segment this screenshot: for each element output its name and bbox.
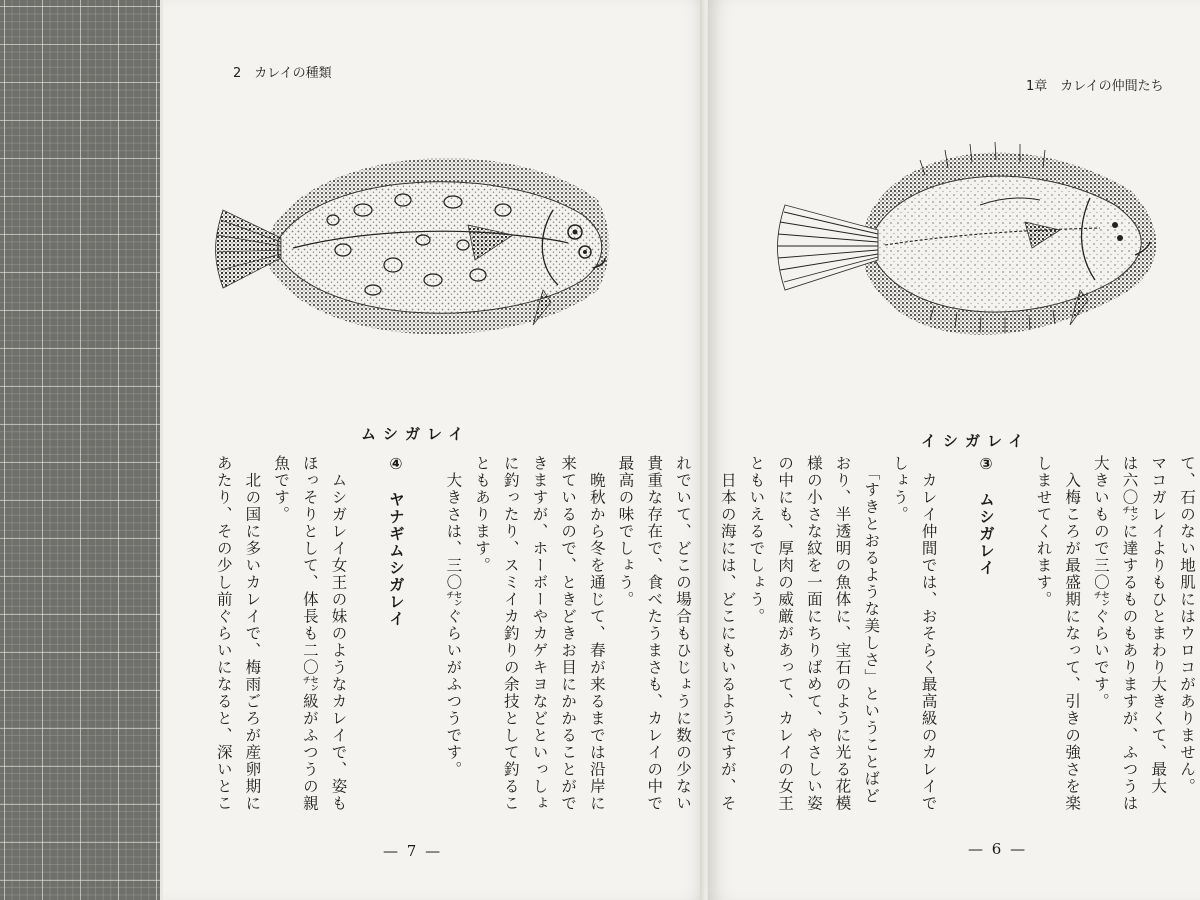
text-line: おり、半透明の魚体に、宝石のように光る花模	[833, 455, 852, 812]
body-text	[713, 455, 1200, 840]
text-line	[410, 455, 439, 840]
left-page	[160, 0, 711, 900]
text-line: 大きいもので三〇㌢ぐらいです。	[1091, 455, 1110, 710]
text-line: あたり、その少し前ぐらいになると、深いとこ	[214, 455, 233, 812]
text-line: 「すきとおるような美しさ」ということばど	[862, 455, 881, 805]
text-line: 魚です。	[272, 455, 291, 523]
text-line: マコガレイよりもひとまわり大きくて、最大	[1149, 455, 1168, 795]
page-number: — 7 —	[383, 842, 443, 860]
running-header: 1章 カレイの仲間たち	[1026, 79, 1164, 94]
text-line: 大きさは、三〇㌢ぐらいがふつうです。	[444, 455, 463, 778]
text-line: 北の国に多いカレイで、梅雨ごろが産卵期に	[243, 455, 262, 812]
text-line: 貴重な存在で、食べたうまさも、カレイの中で	[645, 455, 664, 812]
text-line: 来ているので、ときどきお目にかかることがで	[559, 455, 578, 812]
section-heading: ③ ムシガレイ	[977, 455, 996, 577]
species-title: ムシガレイ	[361, 425, 471, 443]
text-line: ほっそりとして、体長も二〇㌢級がふつうの親	[300, 455, 319, 812]
cutting-mat	[0, 0, 165, 900]
text-line: 入梅ころが最盛期になって、引きの強さを楽	[1063, 455, 1082, 812]
text-line: は六〇㌢に達するものもありますが、ふつうは	[1120, 455, 1139, 812]
text-line	[1000, 455, 1029, 840]
species-title: イシガレイ	[921, 432, 1031, 450]
text-line: に釣ったり、スミイカ釣りの余技として釣るこ	[501, 455, 520, 812]
text-line: カレイ仲間では、おそらく最高級のカレイで	[919, 455, 938, 812]
flounder-illustration-mushigarei	[213, 140, 633, 355]
text-line	[353, 455, 382, 840]
right-page	[708, 0, 1200, 900]
text-line: て、石のない地肌にはウロコがありません。	[1177, 455, 1196, 795]
text-line: ともあります。	[473, 455, 492, 574]
text-line: の中にも、厚肉の威厳があって、カレイの女王	[776, 455, 795, 812]
text-line: 晩秋から冬を通じて、春が来るまでは沿岸に	[587, 455, 606, 812]
text-line	[943, 455, 972, 840]
text-line: きますが、ホーボーやカゲキヨなどといっしょ	[530, 455, 549, 812]
text-line: 日本の海には、どこにもいるようですが、そ	[718, 455, 737, 812]
text-line: しょう。	[890, 455, 909, 523]
text-line: ムシガレイ女王の妹のようなカレイで、姿も	[329, 455, 348, 812]
flounder-illustration-ishigarei	[770, 130, 1175, 360]
page-number: — 6 —	[968, 840, 1028, 858]
text-line: ともいえるでしょう。	[747, 455, 766, 625]
text-line: 様の小さな紋を一面にちりばめて、やさしい姿	[804, 455, 823, 812]
body-text	[209, 455, 697, 840]
text-line: れでいて、どこの場合もひじょうに数の少ない	[673, 455, 692, 812]
running-header: 2 カレイの種類	[233, 66, 332, 81]
section-heading: ④ ヤナギムシガレイ	[386, 455, 405, 628]
text-line: しませてくれます。	[1034, 455, 1053, 608]
text-line: 最高の味でしょう。	[616, 455, 635, 608]
